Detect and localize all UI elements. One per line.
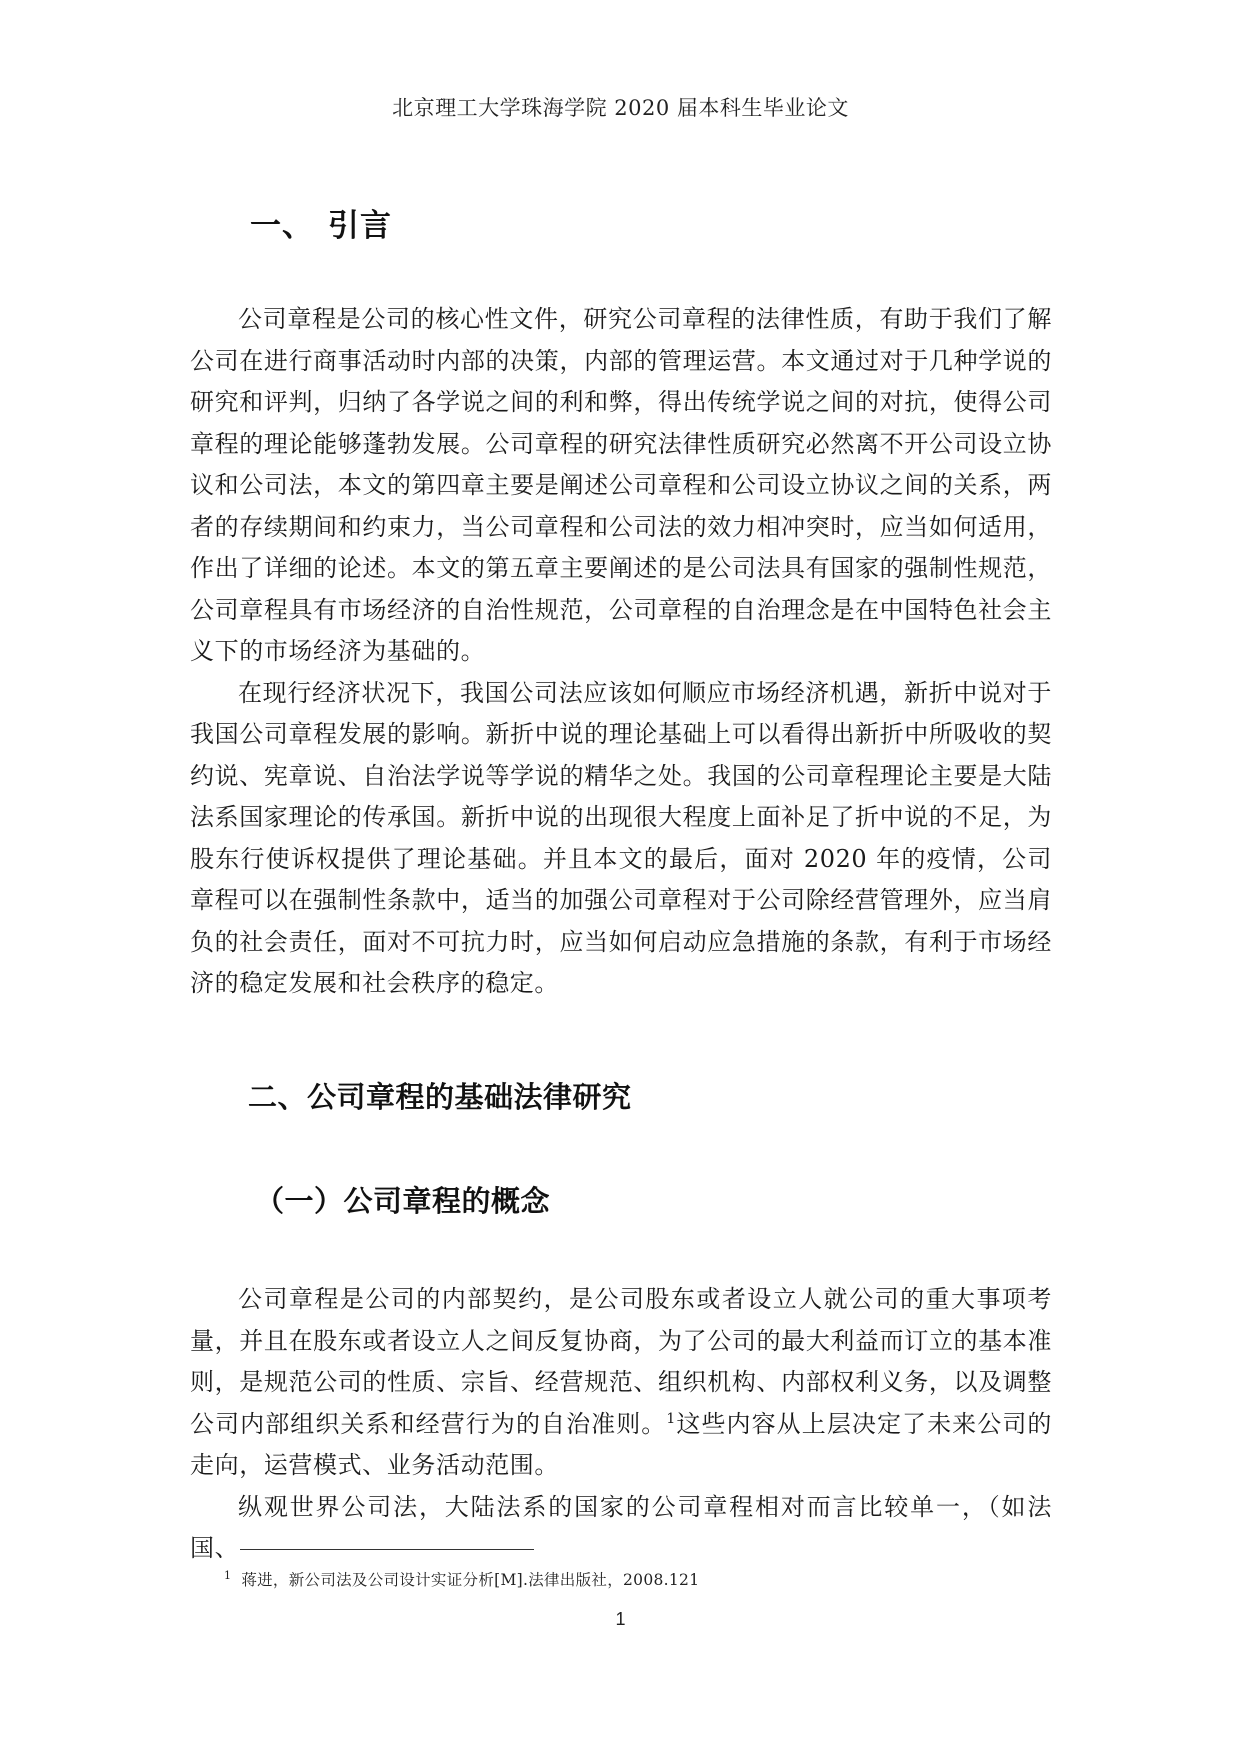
paragraph: 在现行经济状况下，我国公司法应该如何顺应市场经济机遇，新折中说对于我国公司章程发展的影响。新折中说的理论基础上可以看得出新折中所吸收的契约说、宪章说、自治法学说等学说的精华之处。我国的公司章程理论主要是大陆法系国家理论的传承国。新折中说的出现很大程度上面补足了折中说的不足，为股东行使诉权提供了理论基础。并且本文的最后，面对 2020 年的疫情，公司章程可以在强制性条款中，适当的加强公司章程对于公司除经营管理外，应当肩负的社会责任，面对不可抗力时，应当如何启动应急措施的条款，有利于市场经济的稳定发展和社会秩序的稳定。	[190, 678, 1052, 997]
paragraph-text: 这些内容从上层决定了未来公司的走向，运营模式、业务活动范围。	[190, 1409, 1052, 1479]
paragraph	[190, 1279, 1052, 1487]
concept-body	[190, 1279, 1052, 1570]
section-heading-1	[250, 200, 392, 245]
subsection-heading: （一）公司章程的概念	[255, 1184, 551, 1218]
paragraph-text: 公司章程是公司的内部契约，是公司股东或者设立人就公司的重大事项考量，并且在股东或者设立人之间反复协商，为了公司的最大利益而订立的基本准则，是规范公司的性质、宗旨、经营规范、组织机构、内部权利义务，以及调整公司内部组织关系和经营行为的自治准则。	[190, 1285, 1052, 1438]
footnote-mark: 1	[224, 1569, 232, 1582]
footnote	[224, 1568, 699, 1590]
footnote-separator	[240, 1549, 534, 1550]
section-number: 一、	[250, 208, 314, 244]
paragraph: 公司章程是公司的核心性文件，研究公司章程的法律性质，有助于我们了解公司在进行商事活动时内部的决策，内部的管理运营。本文通过对于几种学说的研究和评判，归纳了各学说之间的利和弊，得出传统学说之间的对抗，使得公司章程的理论能够蓬勃发展。公司章程的研究法律性质研究必然离不开公司设立协议和公司法，本文的第四章主要是阐述公司章程和公司设立协议之间的关系，两者的存续期间和约束力，当公司章程和公司法的效力相冲突时，应当如何适用，作出了详细的论述。本文的第五章主要阐述的是公司法具有国家的强制性规范，公司章程具有市场经济的自治性规范，公司章程的自治理念是在中国特色社会主义下的市场经济为基础的。	[190, 305, 1052, 665]
footnote-text: 蒋进，新公司法及公司设计实证分析[M].法律出版社，2008.121	[241, 1571, 700, 1589]
running-header: 北京理工大学珠海学院 2020 届本科生毕业论文	[392, 96, 849, 120]
section-heading-2: 二、公司章程的基础法律研究	[248, 1080, 632, 1114]
footnote-reference[interactable]: 1	[666, 1410, 676, 1427]
page-number: 1	[615, 1609, 626, 1629]
section-title: 引言	[328, 208, 392, 244]
paragraph: 纵观世界公司法，大陆法系的国家的公司章程相对而言比较单一，（如法国、	[190, 1492, 1052, 1562]
intro-body	[190, 299, 1052, 1005]
